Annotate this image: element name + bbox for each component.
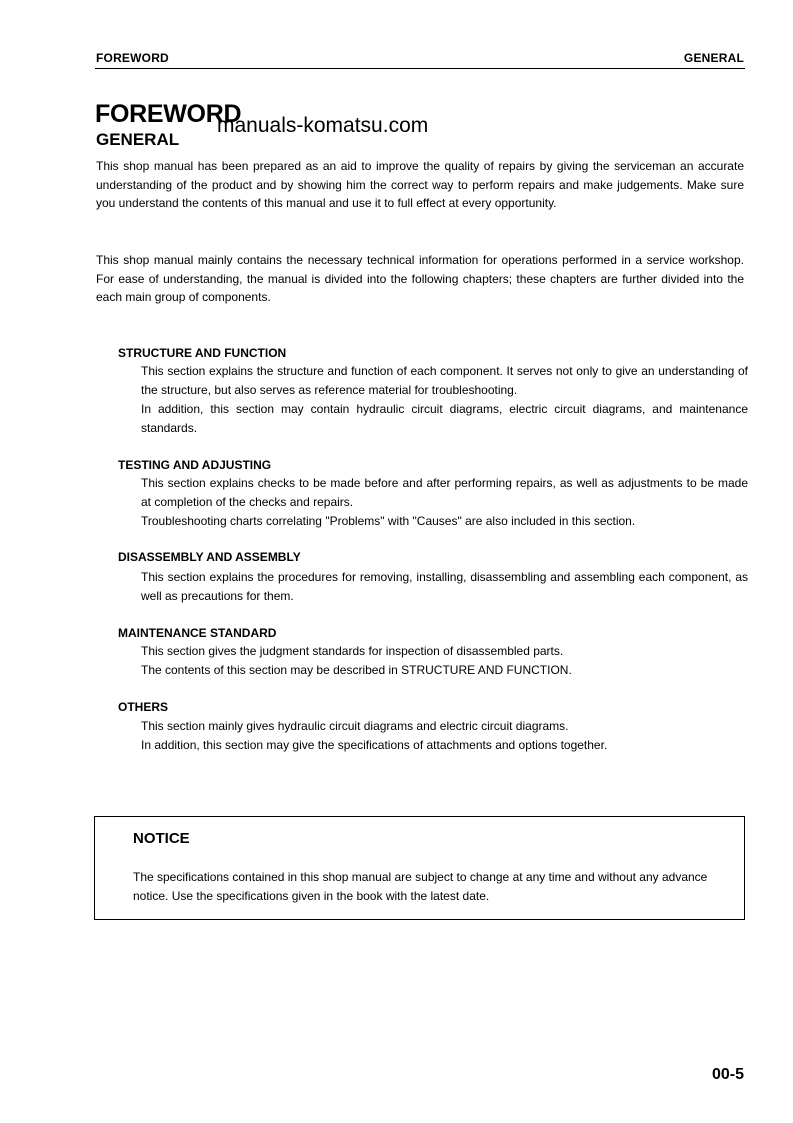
intro-paragraph-2: This shop manual mainly contains the necessary technical information for operations performed in a service workshop. For ease of understanding, the manual is divided into the following chapters; these chapters are further divided into the each main group of components. (96, 253, 744, 305)
notice-box (94, 816, 745, 920)
section-heading-others: OTHERS (118, 700, 169, 714)
section-text-testing-2: Troubleshooting charts correlating "Problems" with "Causes" are also included in this section. (141, 514, 636, 528)
intro-paragraph-1: This shop manual has been prepared as an aid to improve the quality of repairs by giving the serviceman an accurate understanding of the product and by showing him the correct way to perform repairs and make judgements. Make sure you understand the contents of this manual and use it to full effect at every opportunity. (96, 159, 744, 211)
section-text-disassembly-1: This section explains the procedures for removing, installing, disassembling and assembling each component, as well as precautions for them. (141, 570, 748, 603)
running-header-left: FOREWORD (96, 51, 169, 65)
section-text-testing-1: This section explains checks to be made before and after performing repairs, as well as adjustments to be made at completion of the checks and repairs. (141, 476, 748, 509)
section-heading-structure: STRUCTURE AND FUNCTION (118, 346, 287, 360)
header-rule (95, 68, 745, 69)
page-number: 00-5 (711, 1066, 744, 1083)
section-text-others-2: In addition, this section may give the specifications of attachments and options together. (141, 738, 608, 752)
watermark-text: manuals-komatsu.com (217, 114, 429, 137)
section-text-maintenance-1: This section gives the judgment standards for inspection of disassembled parts. (141, 644, 564, 658)
running-header-right: GENERAL (683, 51, 744, 65)
section-text-others-1: This section mainly gives hydraulic circuit diagrams and electric circuit diagrams. (141, 719, 569, 733)
section-heading-testing: TESTING AND ADJUSTING (118, 458, 272, 472)
notice-title: NOTICE (133, 830, 190, 847)
section-heading-maintenance: MAINTENANCE STANDARD (118, 626, 277, 640)
section-text-structure-2: In addition, this section may contain hydraulic circuit diagrams, electric circuit diagrams, and maintenance standards. (141, 402, 748, 435)
section-heading-disassembly: DISASSEMBLY AND ASSEMBLY (118, 550, 301, 564)
notice-text: The specifications contained in this shop manual are subject to change at any time and without any advance notice. Use the specifications given in the book with the latest date. (133, 870, 708, 903)
page-subtitle: GENERAL (96, 130, 180, 149)
section-text-maintenance-2: The contents of this section may be described in STRUCTURE AND FUNCTION. (141, 663, 572, 677)
page-title: FOREWORD (95, 100, 242, 128)
section-text-structure-1: This section explains the structure and function of each component. It serves not only to give an understanding of the structure, but also serves as reference material for troubleshooting. (141, 364, 748, 397)
